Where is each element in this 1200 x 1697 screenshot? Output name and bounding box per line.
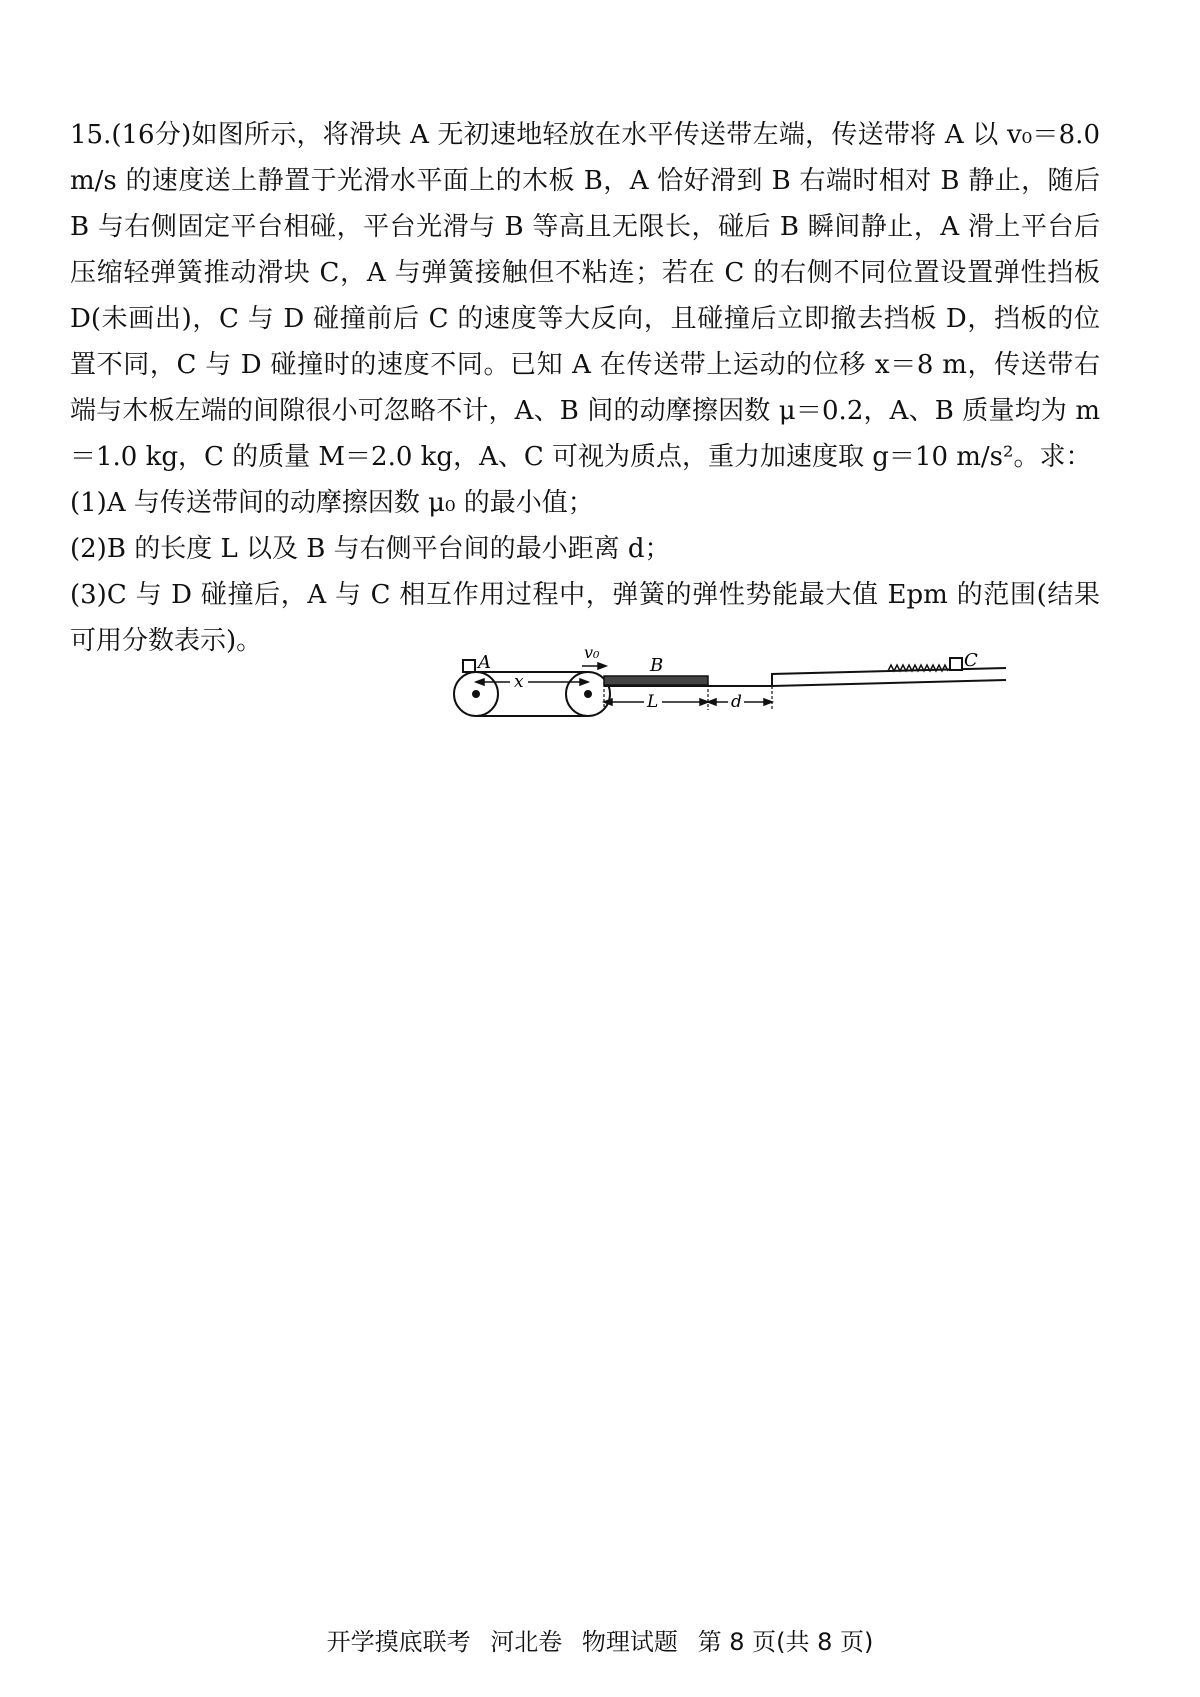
conveyor-belt bbox=[454, 672, 610, 716]
label-a: A bbox=[478, 652, 491, 673]
label-c: C bbox=[964, 650, 978, 671]
conveyor-diagram bbox=[440, 640, 1020, 730]
page-footer bbox=[0, 1622, 1200, 1657]
block-c bbox=[950, 658, 962, 670]
board-b bbox=[604, 676, 708, 685]
question-part-3: (3)C 与 D 碰撞后，A 与 C 相互作用过程中，弹簧的弹性势能最大值 Epm 的范围(结果可用分数表示)。 bbox=[70, 580, 1100, 656]
question-part-1: (1)A 与传送带间的动摩擦因数 μ₀ 的最小值； bbox=[70, 488, 594, 518]
label-b: B bbox=[650, 655, 664, 676]
question-part-2: (2)B 的长度 L 以及 B 与右侧平台间的最小距离 d； bbox=[70, 534, 671, 564]
question-stem: 15.(16分)如图所示，将滑块 A 无初速地轻放在水平传送带左端，传送带将 A 以 v₀＝8.0 m/s 的速度送上静置于光滑水平面上的木板 B，A 恰好滑到 B 右端时相对 B 静止，随后 B 与右侧固定平台相碰，平台光滑与 B 等高且无限长，碰后 B 瞬间静止，A 滑上平台后压缩轻弹簧推动滑块 C，A 与弹簧接触但不粘连；若在 C 的右侧不同位置设置弹性挡板 D(未画出)，C 与 D 碰撞前后 C 的速度等大反向，且碰撞后立即撤去挡板 D，挡板的位置不同，C 与 D 碰撞时的速度不同。已知 A 在传送带上运动的位移 x＝8 m，传送带右端与木板左端的间隙很小可忽略不计，A、B 间的动摩擦因数 μ＝0.2，A、B 质量均为 m＝1.0 kg，C 的质量 M＝2.0 kg，A、C 可视为质点，重力加速度取 g＝10 m/s²。求： bbox=[70, 120, 1100, 472]
label-l: L bbox=[647, 692, 659, 712]
dimension-markers bbox=[604, 684, 772, 710]
footer-region: 河北卷 bbox=[490, 1628, 563, 1656]
dimension-arrows bbox=[604, 699, 772, 705]
label-v0: v₀ bbox=[584, 643, 600, 662]
footer-exam: 开学摸底联考 bbox=[326, 1628, 471, 1656]
footer-subject: 物理试题 bbox=[581, 1628, 678, 1656]
velocity-arrow bbox=[582, 663, 606, 669]
label-d: d bbox=[731, 692, 742, 712]
footer-page: 第 8 页(共 8 页) bbox=[697, 1628, 874, 1656]
question-15 bbox=[70, 112, 1100, 664]
label-x: x bbox=[514, 672, 524, 692]
block-a bbox=[463, 660, 475, 672]
